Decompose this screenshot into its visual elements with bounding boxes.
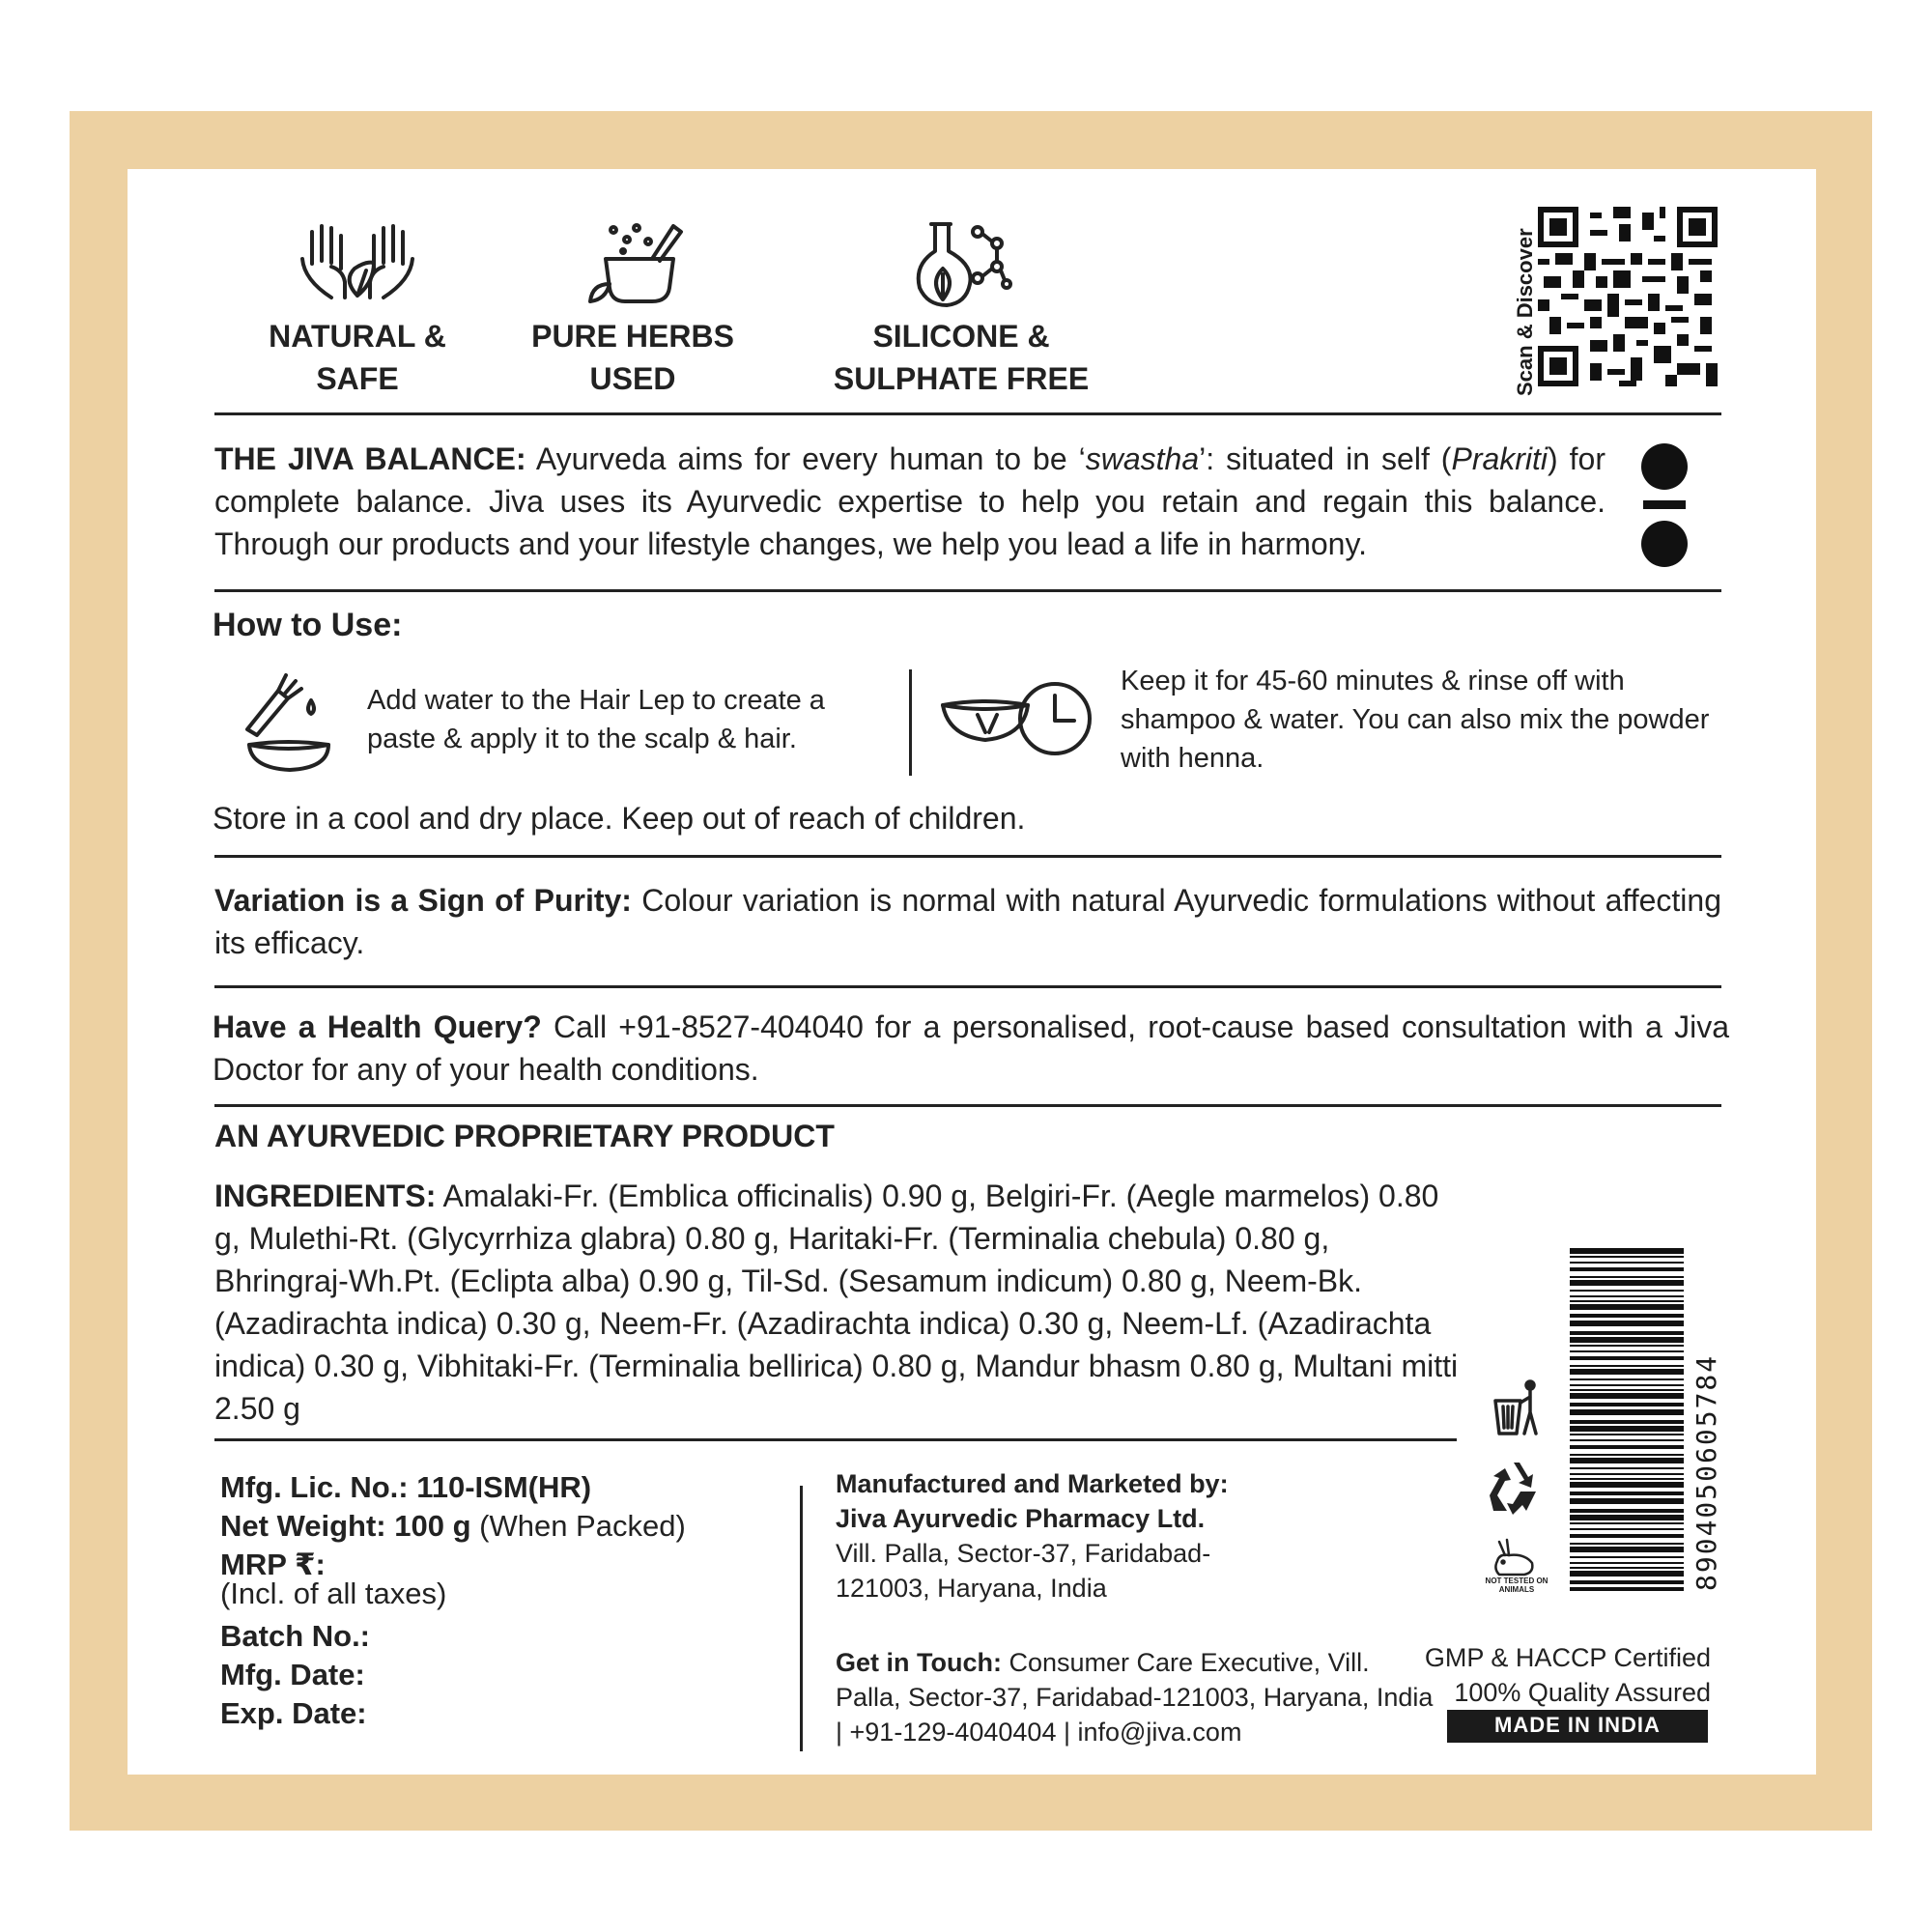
divider	[214, 589, 1721, 592]
batch-no: Batch No.:	[220, 1619, 370, 1653]
mrp-label: MRP ₹:	[220, 1548, 326, 1581]
made-in-india-badge: MADE IN INDIA	[1447, 1710, 1708, 1743]
how-to-use-step-1: Add water to the Hair Lep to create a paste & apply it to the scalp & hair.	[367, 685, 825, 754]
barcode-bar	[1570, 1580, 1684, 1584]
manufacturer-block	[836, 1466, 1270, 1605]
barcode-bar	[1570, 1515, 1684, 1520]
net-weight-note: (When Packed)	[470, 1509, 686, 1543]
barcode-bar	[1570, 1403, 1684, 1406]
balance-text-part: ) for complete balance. Jiva uses its Ayurvedic expertise to help you retain and regain this balance. Through our products and your lifestyle changes, we help you lead a life in harmony.	[214, 441, 1606, 561]
jiva-balance-text	[214, 438, 1605, 565]
balance-text-part: swastha	[1085, 441, 1200, 476]
barcode-bar	[1570, 1426, 1684, 1432]
ingredients	[214, 1175, 1470, 1430]
how-to-use-step-2: Keep it for 45-60 minutes & rinse off with shampoo & water. You can also mix the powder with henna.	[1121, 666, 1710, 774]
barcode-bar	[1570, 1498, 1684, 1504]
balance-text-part: Prakriti	[1451, 441, 1548, 476]
info-separator	[800, 1486, 803, 1751]
jiva-balance-logo	[1639, 441, 1690, 571]
manufacturer-company: Jiva Ayurvedic Pharmacy Ltd.	[836, 1504, 1206, 1533]
barcode-bar	[1570, 1522, 1684, 1524]
feature-silicone-free	[802, 315, 1121, 400]
barcode-bar	[1570, 1356, 1684, 1360]
barcode-bar	[1570, 1365, 1684, 1367]
dispose-properly-icon	[1492, 1379, 1542, 1437]
barcode-bar	[1570, 1454, 1684, 1456]
barcode[interactable]	[1570, 1248, 1684, 1591]
feature-line2: SAFE	[316, 361, 399, 396]
barcode-bar	[1570, 1458, 1684, 1463]
mfg-license: Mfg. Lic. No.: 110-ISM(HR)	[220, 1470, 592, 1504]
feature-line1: SILICONE &	[872, 319, 1050, 354]
barcode-bar	[1570, 1567, 1684, 1569]
product-type: AN AYURVEDIC PROPRIETARY PRODUCT	[214, 1119, 835, 1153]
ingredients-text: Amalaki-Fr. (Emblica officinalis) 0.90 g, Belgiri-Fr. (Aegle marmelos) 0.80 g, Mulethi-Rt. (Glycyrrhiza glabra) 0.80 g, Haritaki-Fr. (Terminalia chebula) 0.80 g, Bhringraj-Wh.Pt. (Eclipta alba) 0.90 g, Til-Sd. (Sesamum indicum) 0.80 g, Neem-Bk. (Azadirachta indica) 0.30 g, Neem-Fr. (Azadirachta indica) 0.30 g, Neem-Lf. (Azadirachta indica) 0.30 g, Vibhitaki-Fr. (Terminalia bellirica) 0.80 g, Mandur bhasm 0.80 g, Multani mitti 2.50 g	[214, 1179, 1459, 1426]
contact-label: Get in Touch:	[836, 1648, 1002, 1677]
barcode-number: 8904050605784	[1690, 1353, 1722, 1591]
contact-text: Consumer Care Executive, Vill. Palla, Sector-37, Faridabad-121003, Haryana, India | +91-129-4040404 | info@jiva.com	[836, 1648, 1434, 1747]
storage-note: Store in a cool and dry place. Keep out of reach of children.	[213, 801, 1026, 836]
barcode-bar	[1570, 1393, 1684, 1399]
barcode-bar	[1570, 1509, 1684, 1513]
barcode-bar	[1570, 1409, 1684, 1415]
health-query-label: Have a Health Query?	[213, 1009, 542, 1044]
divider	[214, 985, 1721, 988]
barcode-bar	[1570, 1528, 1684, 1530]
barcode-bar	[1570, 1378, 1684, 1380]
contact-block	[836, 1645, 1435, 1749]
exp-date: Exp. Date:	[220, 1696, 367, 1730]
barcode-bar	[1570, 1492, 1684, 1495]
hands-leaf-icon	[295, 220, 420, 307]
barcode-bar	[1570, 1369, 1684, 1375]
barcode-bar	[1570, 1439, 1684, 1441]
barcode-bar	[1570, 1248, 1684, 1254]
mfg-date: Mfg. Date:	[220, 1658, 365, 1691]
barcode-bar	[1570, 1256, 1684, 1258]
barcode-bar	[1570, 1478, 1684, 1480]
mrp-note: (Incl. of all taxes)	[220, 1577, 447, 1610]
barcode-bar	[1570, 1321, 1684, 1326]
barcode-bar	[1570, 1295, 1684, 1297]
barcode-bar	[1570, 1467, 1684, 1469]
variation-text: Colour variation is normal with natural Ayurvedic formulations without affecting its efficacy.	[214, 883, 1721, 960]
barcode-bar	[1570, 1389, 1684, 1391]
barcode-bar	[1570, 1587, 1684, 1591]
variation-note	[214, 879, 1721, 964]
flask-molecule-icon	[908, 218, 1014, 309]
balance-text-part: ’: situated in self (	[1199, 441, 1452, 476]
barcode-bar	[1570, 1314, 1684, 1318]
divider	[214, 855, 1721, 858]
net-weight	[220, 1507, 790, 1546]
feature-pure-herbs	[502, 315, 763, 400]
barcode-bar	[1570, 1547, 1684, 1552]
qr-code[interactable]	[1538, 207, 1718, 386]
health-query	[213, 1006, 1729, 1091]
net-weight-label: Net Weight: 100 g	[220, 1509, 471, 1543]
barcode-bar	[1570, 1262, 1684, 1264]
product-info	[220, 1468, 790, 1733]
variation-label: Variation is a Sign of Purity:	[214, 883, 632, 918]
feature-line2: USED	[589, 361, 676, 396]
barcode-bar	[1570, 1276, 1684, 1278]
manufacturer-heading: Manufactured and Marketed by:	[836, 1469, 1229, 1498]
barcode-bar	[1570, 1434, 1684, 1435]
barcode-bar	[1570, 1331, 1684, 1335]
divider	[214, 1438, 1457, 1441]
mortar-pestle-icon	[584, 220, 691, 307]
certification-line-1: GMP & HACCP Certified	[1424, 1643, 1711, 1672]
barcode-bar	[1570, 1345, 1684, 1347]
bowl-clock-icon	[939, 676, 1097, 763]
not-tested-on-animals-label: NOT TESTED ON ANIMALS	[1485, 1577, 1548, 1594]
how-to-use-title: How to Use:	[213, 607, 403, 643]
barcode-bar	[1570, 1337, 1684, 1343]
divider	[214, 412, 1721, 415]
barcode-bar	[1570, 1571, 1684, 1577]
feature-natural-safe	[232, 315, 483, 400]
brush-bowl-icon	[240, 671, 336, 778]
step-separator	[909, 669, 912, 776]
barcode-bar	[1570, 1350, 1684, 1352]
feature-line1: NATURAL &	[269, 319, 446, 354]
barcode-bar	[1570, 1290, 1684, 1292]
barcode-bar	[1570, 1384, 1684, 1386]
barcode-bar	[1570, 1482, 1684, 1488]
barcode-bar	[1570, 1543, 1684, 1545]
barcode-bar	[1570, 1445, 1684, 1449]
barcode-bar	[1570, 1534, 1684, 1538]
ingredients-label: INGREDIENTS:	[214, 1179, 437, 1213]
barcode-bar	[1570, 1300, 1684, 1302]
barcode-bar	[1570, 1420, 1684, 1424]
barcode-bar	[1570, 1556, 1684, 1558]
feature-line2: SULPHATE FREE	[833, 361, 1090, 396]
qr-caption: Scan & Discover	[1513, 228, 1537, 396]
barcode-bar	[1570, 1562, 1684, 1564]
barcode-bar	[1570, 1304, 1684, 1310]
manufacturer-address: Vill. Palla, Sector-37, Faridabad-121003, Haryana, India	[836, 1539, 1211, 1603]
health-query-text: Call +91-8527-404040 for a personalised, root-cause based consultation with a Jiva Doctor for any of your health conditions.	[213, 1009, 1730, 1087]
recycle-icon	[1484, 1459, 1544, 1517]
balance-text-part: Ayurveda aims for every human to be ‘	[526, 441, 1086, 476]
jiva-balance-label: THE JIVA BALANCE:	[214, 441, 526, 476]
barcode-bar	[1570, 1473, 1684, 1475]
certification-line-2: 100% Quality Assured	[1454, 1678, 1711, 1707]
barcode-bar	[1570, 1280, 1684, 1286]
divider	[214, 1104, 1721, 1107]
barcode-bar	[1570, 1267, 1684, 1271]
feature-line1: PURE HERBS	[531, 319, 734, 354]
